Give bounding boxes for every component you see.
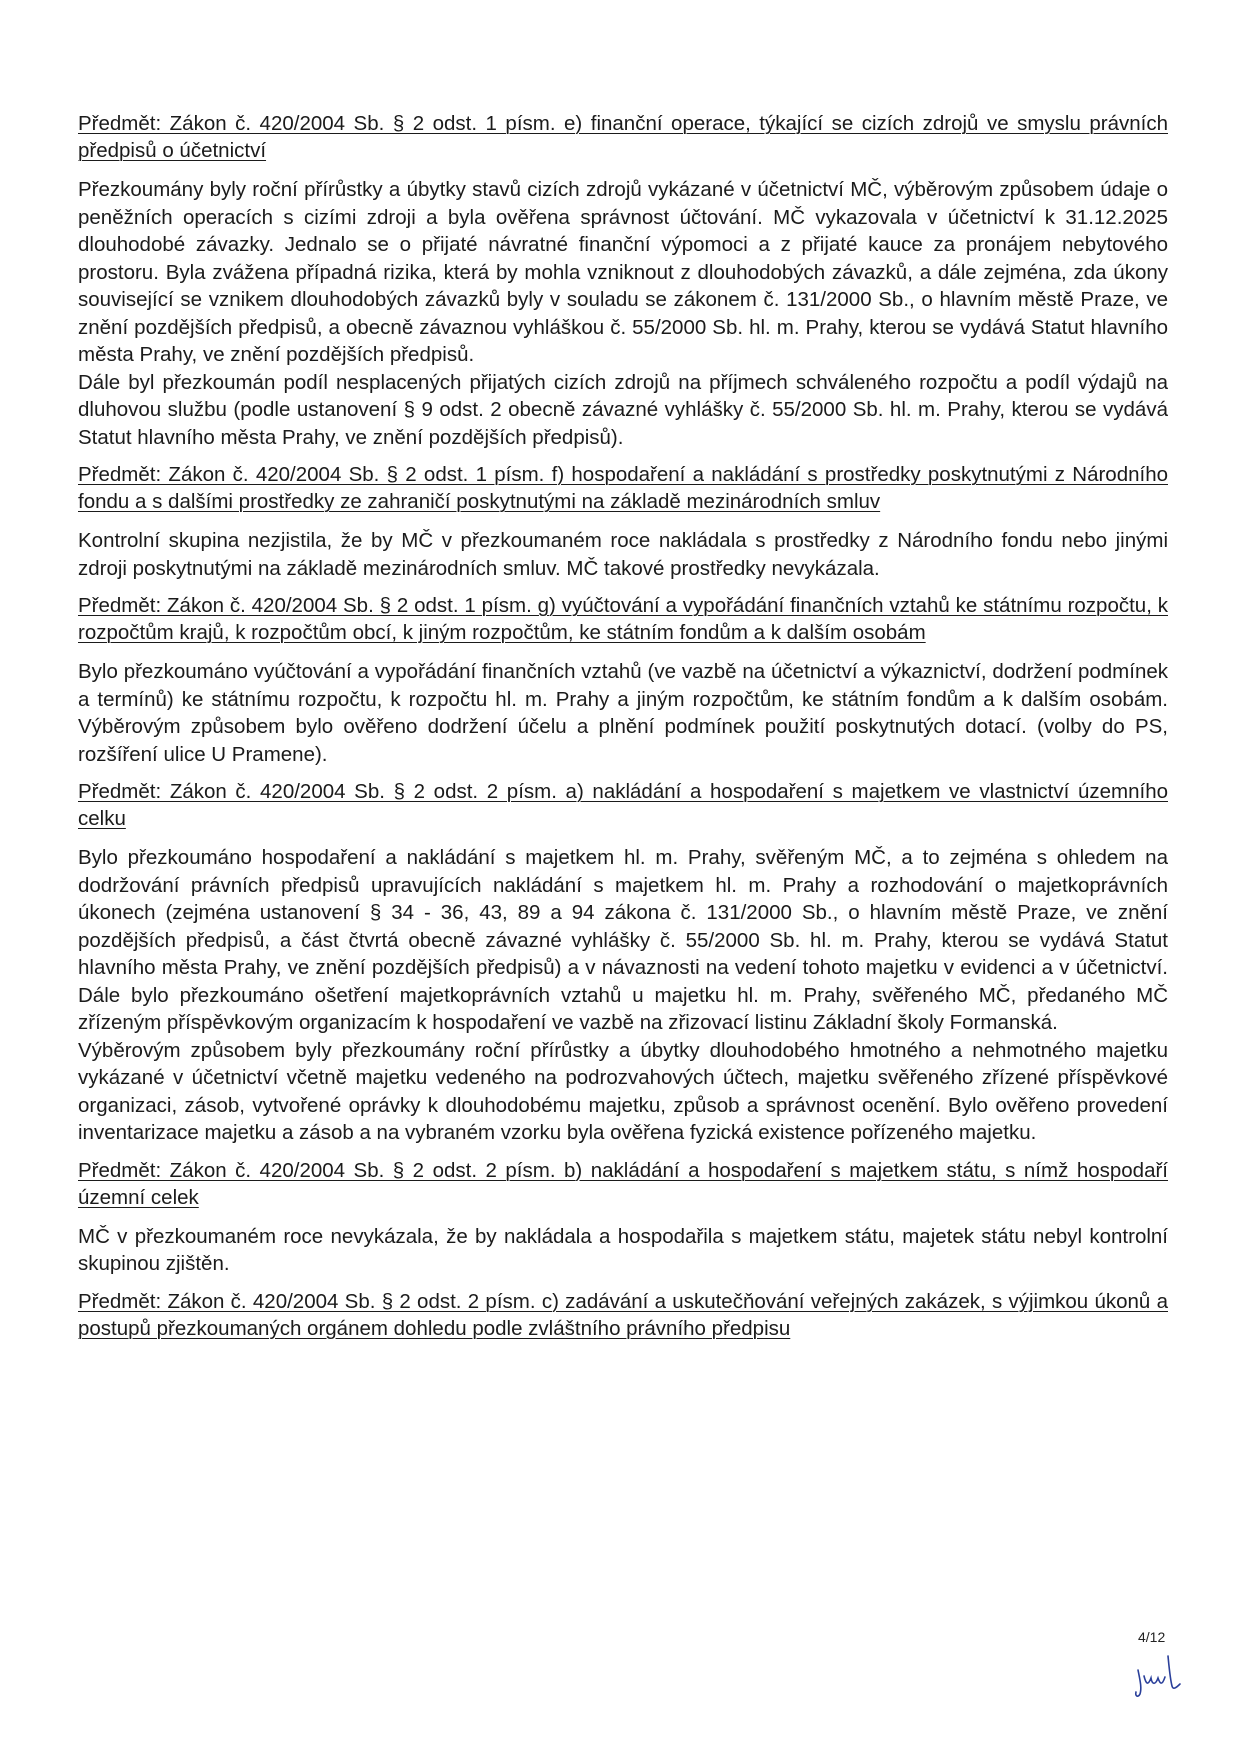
section-heading: Předmět: Zákon č. 420/2004 Sb. § 2 odst. 2 písm. a) nakládání a hospodaření s majetkem ve vlastnictví územního celku: [78, 780, 1168, 830]
document-page: [78, 110, 1168, 1354]
section-paragraph: Přezkoumány byly roční přírůstky a úbytky stavů cizích zdrojů vykázané v účetnictví MČ, výběrovým způsobem údaje o peněžních operacích s cizími zdroji a byla ověřena správnost účtování. MČ vykazovala v účetnictví k 31.12.2025 dlouhodobé závazky. Jednalo se o přijaté návratné finanční výpomoci a z přijaté kauce za pronájem nebytového prostoru. Byla zvážena případná rizika, která by mohla vzniknout z dlouhodobých závazků, a dále zejména, zda úkony související se vznikem dlouhodobých závazků byly v souladu se zákonem č. 131/2000 Sb., o hlavním městě Praze, ve znění pozdějších předpisů, a obecně závaznou vyhláškou č. 55/2000 Sb. hl. m. Prahy, kterou se vydává Statut hlavního města Prahy, ve znění pozdějších předpisů.: [78, 178, 1168, 366]
section-majetek-uzemniho-celku: [78, 778, 1168, 1147]
section-paragraph: Výběrovým způsobem byly přezkoumány roční přírůstky a úbytky dlouhodobého hmotného a nehmotného majetku vykázané v účetnictví včetně majetku vedeného na podrozvahových účtech, majetku svěřeného zřízené příspěvkové organizaci, zásob, vytvořené oprávky k dlouhodobému majetku, způsob a správnost ocenění. Bylo ověřeno provedení inventarizace majetku a zásob a na vybraném vzorku byla ověřena fyzická existence pořízeného majetku.: [78, 1038, 1168, 1144]
section-vyuctovani: [78, 592, 1168, 768]
page-number: 4/12: [1138, 1629, 1166, 1645]
section-heading: Předmět: Zákon č. 420/2004 Sb. § 2 odst. 1 písm. g) vyúčtování a vypořádání finančních vztahů ke státnímu rozpočtu, k rozpočtům krajů, k rozpočtům obcí, k jiným rozpočtům, ke státním fondům a k dalším osobám: [78, 594, 1168, 644]
section-financni-operace: [78, 110, 1168, 451]
section-paragraph: Bylo přezkoumáno vyúčtování a vypořádání finančních vztahů (ve vazbě na účetnictví a výkaznictví, dodržení podmínek a termínů) ke státnímu rozpočtu, k rozpočtu hl. m. Prahy a jiným rozpočtům, ke státním fondům a k dalším osobám. Výběrovým způsobem bylo ověřeno dodržení účelu a plnění podmínek použití poskytnutých dotací. (volby do PS, rozšíření ulice U Pramene).: [78, 660, 1168, 766]
section-heading: Předmět: Zákon č. 420/2004 Sb. § 2 odst. 2 písm. b) nakládání a hospodaření s majetkem státu, s nímž hospodaří územní celek: [78, 1158, 1168, 1209]
section-majetek-statu: [78, 1157, 1168, 1278]
handwritten-initials: [1134, 1650, 1184, 1700]
section-paragraph: Bylo přezkoumáno hospodaření a nakládání s majetkem hl. m. Prahy, svěřeným MČ, a to zejména s ohledem na dodržování právních předpisů upravujících nakládání s majetkem hl. m. Prahy a rozhodování o majetkoprávních úkonech (zejména ustanovení § 34 - 36, 43, 89 a 94 zákona č. 131/2000 Sb., o hlavním městě Praze, ve znění pozdějších předpisů, a část čtvrtá obecně závazné vyhlášky č. 55/2000 Sb. hl. m. Prahy, kterou se vydává Statut hlavního města Prahy, ve znění pozdějších předpisů) a v návaznosti na vedení tohoto majetku v evidenci a v účetnictví. Dále bylo přezkoumáno ošetření majetkoprávních vztahů u majetku hl. m. Prahy, svěřeného MČ, předaného MČ zřízeným příspěvkovým organizacím k hospodaření ve vazbě na zřizovací listinu Základní školy Formanská.: [78, 846, 1168, 1034]
section-paragraph: MČ v přezkoumaném roce nevykázala, že by nakládala a hospodařila s majetkem státu, majetek státu nebyl kontrolní skupinou zjištěn.: [78, 1224, 1168, 1275]
section-heading: Předmět: Zákon č. 420/2004 Sb. § 2 odst. 1 písm. f) hospodaření a nakládání s prostředky poskytnutými z Národního fondu a s dalšími prostředky ze zahraničí poskytnutými na základě mezinárodních smluv: [78, 463, 1168, 513]
section-narodni-fond: [78, 461, 1168, 582]
section-verejne-zakazky: [78, 1288, 1168, 1342]
section-paragraph: Dále byl přezkoumán podíl nesplacených přijatých cizích zdrojů na příjmech schváleného rozpočtu a podíl výdajů na dluhovou službu (podle ustanovení § 9 odst. 2 obecně závazné vyhlášky č. 55/2000 Sb. hl. m. Prahy, kterou se vydává Statut hlavního města Prahy, ve znění pozdějších předpisů).: [78, 370, 1168, 449]
section-paragraph: Kontrolní skupina nezjistila, že by MČ v přezkoumaném roce nakládala s prostředky z Národního fondu nebo jinými zdroji poskytnutými na základě mezinárodních smluv. MČ takové prostředky nevykázala.: [78, 529, 1168, 580]
section-heading: Předmět: Zákon č. 420/2004 Sb. § 2 odst. 2 písm. c) zadávání a uskutečňování veřejných zakázek, s výjimkou úkonů a postupů přezkoumaných orgánem dohledu podle zvláštního právního předpisu: [78, 1289, 1168, 1340]
section-heading: Předmět: Zákon č. 420/2004 Sb. § 2 odst. 1 písm. e) finanční operace, týkající se cizích zdrojů ve smyslu právních předpisů o účetnictví: [78, 112, 1168, 162]
